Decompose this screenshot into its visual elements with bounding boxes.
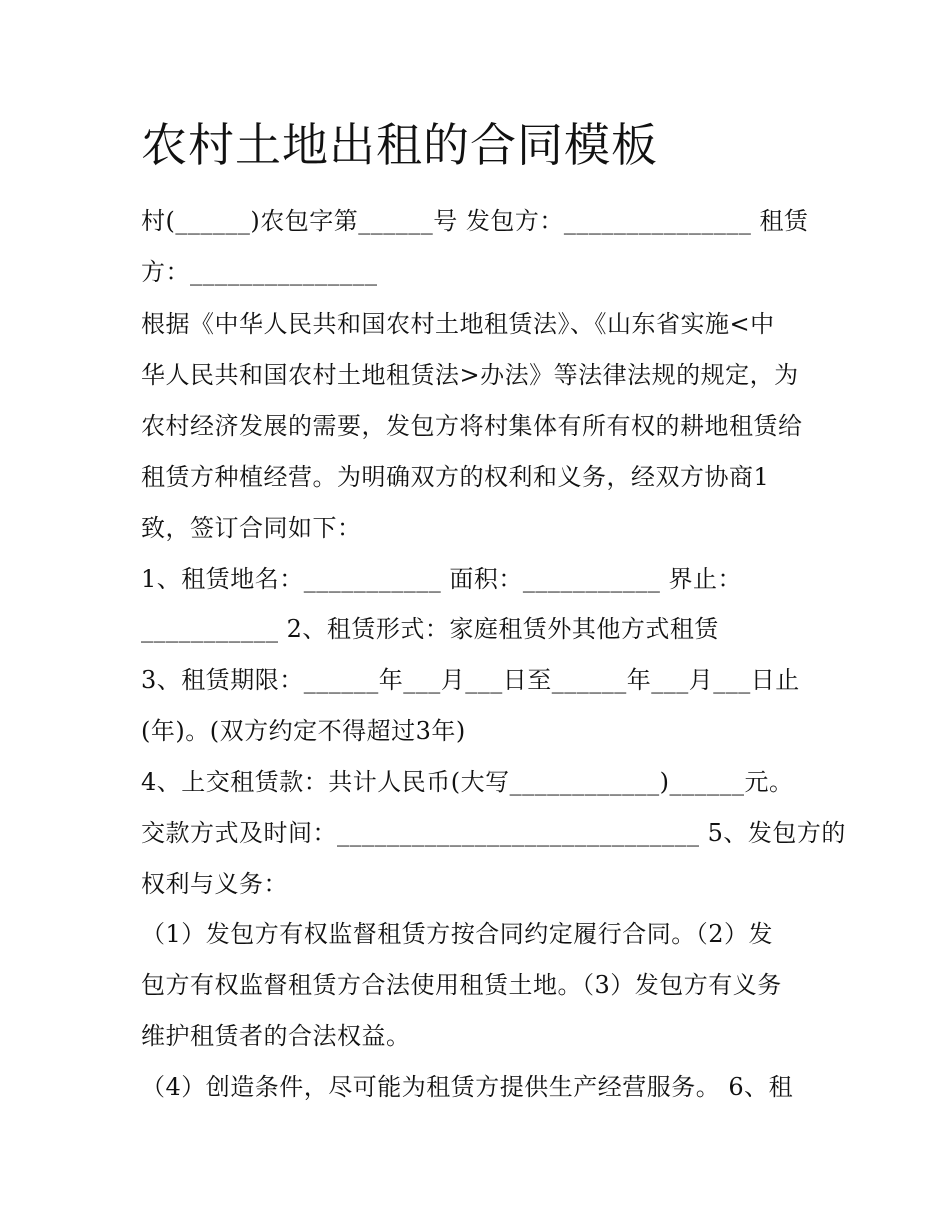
contract-line-2: 方：_______________ <box>141 258 378 286</box>
contract-line-13: 交款方式及时间：_____________________________ 5、发包方的 <box>141 819 846 847</box>
contract-line-14: 权利与义务： <box>141 870 288 898</box>
contract-line-3: 根据《中华人民共和国农村土地租赁法》、《山东省实施<中 <box>141 310 775 338</box>
contract-line-6: 租赁方种植经营。为明确双方的权利和义务，经双方协商1 <box>141 463 770 491</box>
contract-line-1: 村(______)农包字第______号 发包方：_______________ 租赁 <box>141 207 809 235</box>
contract-line-9: ___________ 2、租赁形式：家庭租赁外其他方式租赁 <box>141 615 719 643</box>
contract-line-11: (年)。(双方约定不得超过3年) <box>141 717 466 745</box>
contract-line-10: 3、租赁期限：______年___月___日至______年___月___日止 <box>141 666 800 694</box>
contract-line-7: 致，签订合同如下： <box>141 514 362 542</box>
document-title: 农村土地出租的合同模板 <box>141 118 658 172</box>
contract-line-12: 4、上交租赁款：共计人民币(大写____________)______元。 <box>141 768 794 796</box>
contract-line-17: 维护租赁者的合法权益。 <box>141 1022 411 1050</box>
contract-line-5: 农村经济发展的需要，发包方将村集体有所有权的耕地租赁给 <box>141 412 803 440</box>
contract-line-16: 包方有权监督租赁方合法使用租赁土地。（3）发包方有义务 <box>141 971 782 999</box>
contract-line-4: 华人民共和国农村土地租赁法>办法》等法律法规的规定，为 <box>141 361 799 389</box>
contract-line-15: （1）发包方有权监督租赁方按合同约定履行合同。（2）发 <box>141 920 774 948</box>
contract-line-8: 1、租赁地名：___________ 面积：___________ 界止： <box>141 565 743 593</box>
contract-line-18: （4）创造条件，尽可能为租赁方提供生产经营服务。 6、租 <box>141 1073 794 1101</box>
